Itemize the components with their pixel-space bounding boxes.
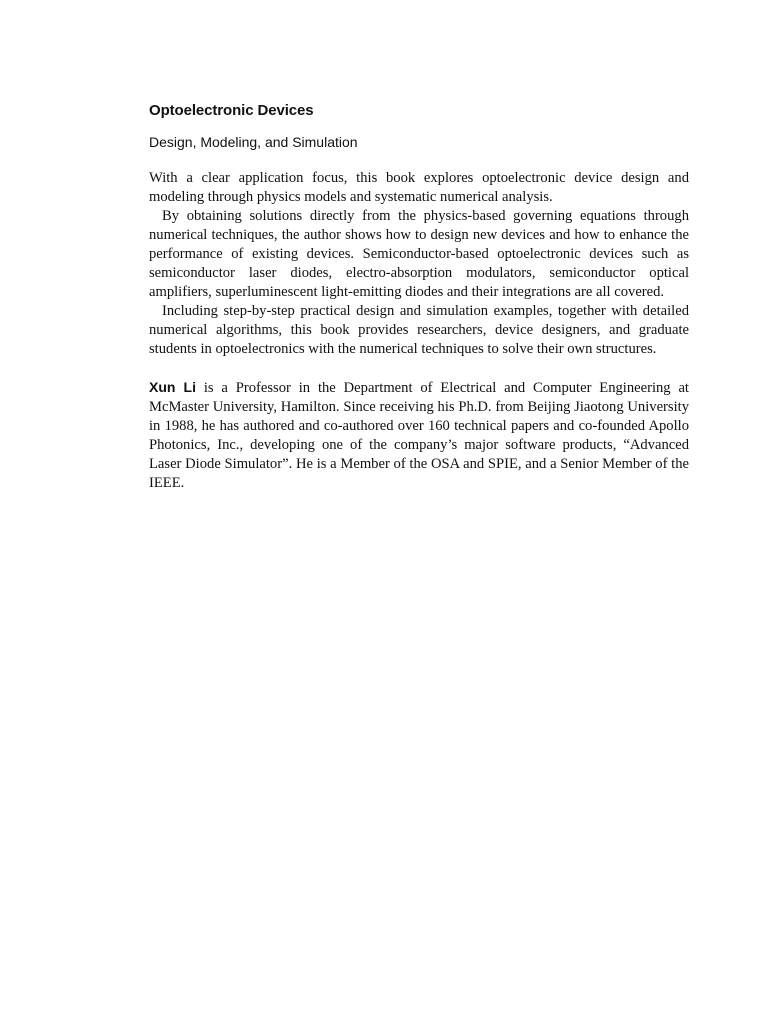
book-description (149, 169, 689, 359)
description-paragraph-2: By obtaining solutions directly from the physics-based governing equations through numerical techniques, the author shows how to design new devices and how to enhance the performance of existing devices. Semiconductor-based optoelectronic devices such as semiconductor laser diodes, electro-absorption modulators, semiconductor optical amplifiers, superluminescent light-emitting diodes and their integrations are all covered. (149, 208, 689, 300)
author-bio (149, 378, 689, 493)
book-title: Optoelectronic Devices (149, 102, 314, 119)
back-cover-text (149, 101, 689, 493)
description-paragraph-3: Including step-by-step practical design and simulation examples, together with detailed numerical algorithms, this book provides researchers, device designers, and graduate students in optoelectronics with the numerical techniques to solve their own structures. (149, 303, 689, 357)
author-bio-text: is a Professor in the Department of Electrical and Computer Engineering at McMaster University, Hamilton. Since receiving his Ph.D. from Beijing Jiaotong University in 1988, he has authored and co-authored over 160 technical papers and co-founded Apollo Photonics, Inc., developing one of the company’s major software products, “Advanced Laser Diode Simulator”. He is a Member of the OSA and SPIE, and a Senior Member of the IEEE. (149, 380, 689, 491)
description-paragraph-1: With a clear application focus, this book explores optoelectronic device design and modeling through physics models and systematic numerical analysis. (149, 170, 689, 205)
author-name: Xun Li (149, 379, 196, 395)
book-subtitle: Design, Modeling, and Simulation (149, 134, 358, 150)
